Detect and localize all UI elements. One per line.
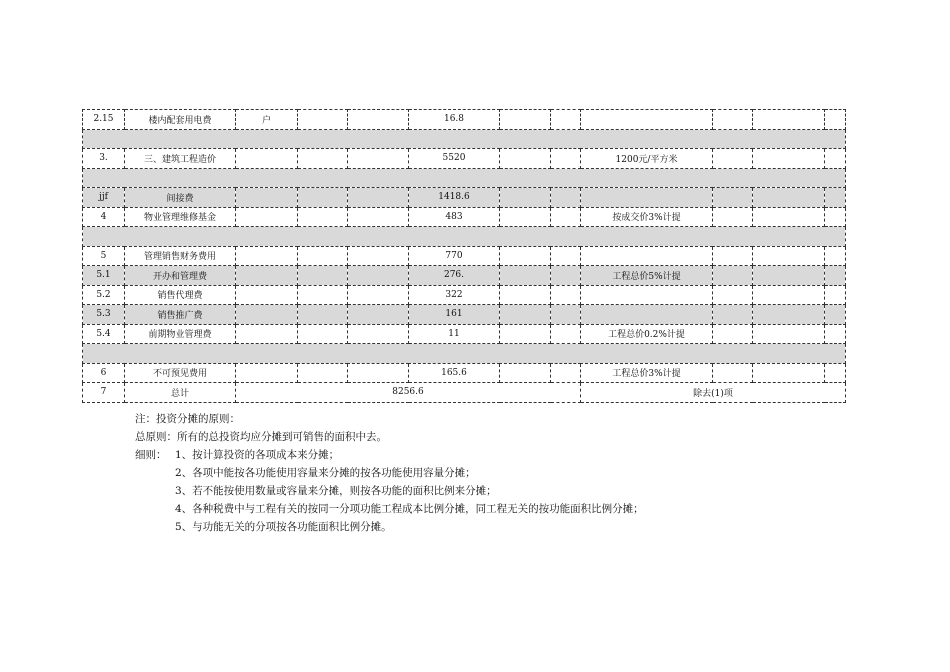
empty-cell bbox=[500, 285, 551, 305]
empty-cell bbox=[713, 246, 753, 266]
unit-cell: 户 bbox=[236, 110, 298, 130]
empty-cell bbox=[551, 110, 581, 130]
empty-cell bbox=[753, 110, 825, 130]
unit-cell bbox=[236, 246, 298, 266]
empty-cell bbox=[753, 266, 825, 286]
total-amount-cell: 8256.6 bbox=[236, 383, 581, 403]
amount-cell: 483 bbox=[409, 207, 500, 227]
notes-detail-label: 细则： bbox=[135, 449, 167, 461]
empty-cell bbox=[551, 207, 581, 227]
empty-cell bbox=[298, 110, 348, 130]
item-name-cell: 楼内配套用电费 bbox=[125, 110, 236, 130]
empty-cell bbox=[713, 305, 753, 325]
unit-cell bbox=[236, 149, 298, 169]
empty-cell bbox=[551, 363, 581, 383]
empty-cell bbox=[500, 149, 551, 169]
unit-cell bbox=[236, 188, 298, 208]
remark-cell: 按成交价3%计提 bbox=[581, 207, 713, 227]
item-name-cell: 开办和管理费 bbox=[125, 266, 236, 286]
empty-cell bbox=[500, 324, 551, 344]
remark-cell bbox=[581, 305, 713, 325]
remark-cell bbox=[581, 246, 713, 266]
amount-cell: 770 bbox=[409, 246, 500, 266]
amount-cell: 11 bbox=[409, 324, 500, 344]
unit-cell bbox=[236, 285, 298, 305]
notes-item-2: 2、各项中能按各功能使用容量来分摊的按各功能使用容量分摊； bbox=[175, 467, 476, 479]
empty-cell bbox=[825, 363, 846, 383]
empty-cell bbox=[551, 285, 581, 305]
empty-cell bbox=[753, 207, 825, 227]
table-row bbox=[83, 110, 846, 130]
empty-cell bbox=[713, 363, 753, 383]
separator-cell bbox=[83, 168, 846, 188]
separator-row bbox=[83, 168, 846, 188]
empty-cell bbox=[825, 246, 846, 266]
empty-cell bbox=[551, 188, 581, 208]
empty-cell bbox=[348, 207, 409, 227]
item-name-cell: 不可预见费用 bbox=[125, 363, 236, 383]
empty-cell bbox=[551, 305, 581, 325]
notes-item-1: 1、按计算投资的各项成本来分摊； bbox=[175, 449, 340, 461]
notes-item-3: 3、若不能按使用数量或容量来分摊，则按各功能的面积比例来分摊； bbox=[175, 485, 497, 497]
empty-cell bbox=[298, 246, 348, 266]
table-row bbox=[83, 149, 846, 169]
empty-cell bbox=[500, 110, 551, 130]
empty-cell bbox=[500, 188, 551, 208]
empty-cell bbox=[713, 266, 753, 286]
empty-cell bbox=[500, 305, 551, 325]
empty-cell bbox=[713, 324, 753, 344]
item-name-cell: 间接费 bbox=[125, 188, 236, 208]
empty-cell bbox=[825, 324, 846, 344]
unit-cell bbox=[236, 363, 298, 383]
separator-row bbox=[83, 227, 846, 247]
table-row bbox=[83, 188, 846, 208]
item-name-cell: 物业管理维修基金 bbox=[125, 207, 236, 227]
code-cell: 3. bbox=[83, 149, 125, 169]
table-row bbox=[83, 285, 846, 305]
remark-cell: 工程总价0.2%计提 bbox=[581, 324, 713, 344]
table-row bbox=[83, 207, 846, 227]
empty-cell bbox=[298, 188, 348, 208]
cost-table bbox=[82, 109, 846, 403]
notes-title: 注：投资分摊的原则： bbox=[135, 413, 240, 425]
remark-cell: 工程总价5%计提 bbox=[581, 266, 713, 286]
empty-cell bbox=[713, 110, 753, 130]
empty-cell bbox=[713, 149, 753, 169]
empty-cell bbox=[348, 324, 409, 344]
separator-cell bbox=[83, 227, 846, 247]
empty-cell bbox=[825, 110, 846, 130]
empty-cell bbox=[348, 246, 409, 266]
amount-cell: 1418.6 bbox=[409, 188, 500, 208]
separator-cell bbox=[83, 129, 846, 149]
empty-cell bbox=[348, 110, 409, 130]
code-cell: 5.4 bbox=[83, 324, 125, 344]
remark-cell bbox=[581, 188, 713, 208]
code-cell: 4 bbox=[83, 207, 125, 227]
empty-cell bbox=[825, 305, 846, 325]
remark-cell: 1200元/平方米 bbox=[581, 149, 713, 169]
table-row bbox=[83, 246, 846, 266]
empty-cell bbox=[713, 207, 753, 227]
empty-cell bbox=[753, 285, 825, 305]
empty-cell bbox=[713, 285, 753, 305]
code-cell: 5 bbox=[83, 246, 125, 266]
code-cell: jjf bbox=[83, 188, 125, 208]
amount-cell: 161 bbox=[409, 305, 500, 325]
amount-cell: 16.8 bbox=[409, 110, 500, 130]
code-cell: 5.1 bbox=[83, 266, 125, 286]
empty-cell bbox=[825, 285, 846, 305]
remark-cell bbox=[581, 285, 713, 305]
table-row bbox=[83, 305, 846, 325]
unit-cell bbox=[236, 207, 298, 227]
table-row bbox=[83, 363, 846, 383]
item-name-cell: 销售代理费 bbox=[125, 285, 236, 305]
code-cell: 2.15 bbox=[83, 110, 125, 130]
separator-row bbox=[83, 344, 846, 364]
code-cell: 6 bbox=[83, 363, 125, 383]
code-cell: 5.2 bbox=[83, 285, 125, 305]
empty-cell bbox=[753, 188, 825, 208]
empty-cell bbox=[753, 305, 825, 325]
empty-cell bbox=[298, 149, 348, 169]
empty-cell bbox=[348, 149, 409, 169]
remark-cell bbox=[581, 110, 713, 130]
empty-cell bbox=[551, 246, 581, 266]
empty-cell bbox=[500, 207, 551, 227]
empty-cell bbox=[551, 324, 581, 344]
notes-item-4: 4、各种税费中与工程有关的按同一分项功能工程成本比例分摊，同工程无关的按功能面积比例分摊； bbox=[175, 503, 644, 515]
empty-cell bbox=[348, 266, 409, 286]
notes-item-5: 5、与功能无关的分项按各功能面积比例分摊。 bbox=[175, 521, 392, 533]
empty-cell bbox=[298, 266, 348, 286]
empty-cell bbox=[713, 188, 753, 208]
empty-cell bbox=[348, 285, 409, 305]
unit-cell bbox=[236, 266, 298, 286]
separator-cell bbox=[83, 344, 846, 364]
empty-cell bbox=[298, 207, 348, 227]
notes-general: 总原则：所有的总投资均应分摊到可销售的面积中去。 bbox=[135, 431, 387, 443]
empty-cell bbox=[298, 305, 348, 325]
empty-cell bbox=[298, 363, 348, 383]
empty-cell bbox=[753, 149, 825, 169]
empty-cell bbox=[500, 266, 551, 286]
empty-cell bbox=[348, 363, 409, 383]
empty-cell bbox=[825, 266, 846, 286]
separator-row bbox=[83, 129, 846, 149]
table-body bbox=[83, 110, 846, 403]
empty-cell bbox=[298, 285, 348, 305]
empty-cell bbox=[825, 207, 846, 227]
empty-cell bbox=[348, 188, 409, 208]
total-row bbox=[83, 383, 846, 403]
empty-cell bbox=[298, 324, 348, 344]
empty-cell bbox=[753, 363, 825, 383]
amount-cell: 5520 bbox=[409, 149, 500, 169]
unit-cell bbox=[236, 324, 298, 344]
item-name-cell: 三、建筑工程造价 bbox=[125, 149, 236, 169]
empty-cell bbox=[551, 266, 581, 286]
amount-cell: 322 bbox=[409, 285, 500, 305]
amount-cell: 165.6 bbox=[409, 363, 500, 383]
empty-cell bbox=[825, 188, 846, 208]
amount-cell: 276. bbox=[409, 266, 500, 286]
total-remark-cell: 除去(1)项 bbox=[581, 383, 846, 403]
table-row bbox=[83, 324, 846, 344]
empty-cell bbox=[348, 305, 409, 325]
empty-cell bbox=[500, 363, 551, 383]
unit-cell bbox=[236, 305, 298, 325]
code-cell: 5.3 bbox=[83, 305, 125, 325]
total-code-cell: 7 bbox=[83, 383, 125, 403]
table-row bbox=[83, 266, 846, 286]
empty-cell bbox=[551, 149, 581, 169]
empty-cell bbox=[500, 246, 551, 266]
item-name-cell: 管理销售财务费用 bbox=[125, 246, 236, 266]
empty-cell bbox=[825, 149, 846, 169]
item-name-cell: 销售推广费 bbox=[125, 305, 236, 325]
item-name-cell: 前期物业管理费 bbox=[125, 324, 236, 344]
empty-cell bbox=[753, 246, 825, 266]
total-label-cell: 总计 bbox=[125, 383, 236, 403]
empty-cell bbox=[753, 324, 825, 344]
remark-cell: 工程总价3%计提 bbox=[581, 363, 713, 383]
